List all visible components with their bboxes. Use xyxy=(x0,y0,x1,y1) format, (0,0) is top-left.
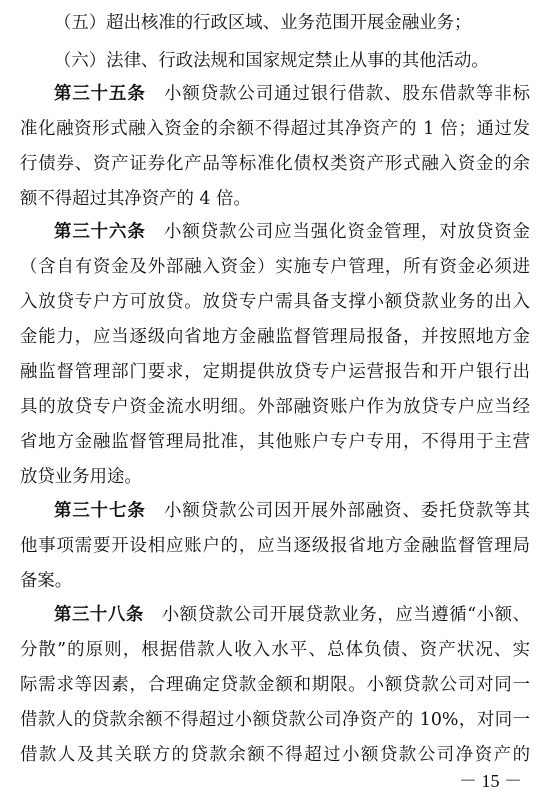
article-text: 备案。 xyxy=(20,571,73,591)
article-text: 他事项需要开设相应账户的，应当逐级报省地方金融监督管理局 xyxy=(20,536,530,556)
article-38-line-3 xyxy=(20,666,530,704)
article-38-line-1 xyxy=(20,596,530,634)
clause-item-5 xyxy=(20,4,530,42)
article-text: 具的放贷专户资金流水明细。外部融资账户作为放贷专户应当经 xyxy=(20,397,530,417)
clause-text: （六）法律、行政法规和国家规定禁止从事的其他活动。 xyxy=(54,51,489,71)
page-number: － 15 － xyxy=(459,771,522,791)
article-35-line-2 xyxy=(20,110,530,148)
article-36-line-5 xyxy=(20,353,530,391)
article-text: 融监督管理部门要求，定期提供放贷专户运营报告和开户银行出 xyxy=(20,362,530,382)
article-text: 入放贷专户方可放贷。放贷专户需具备支撑小额贷款业务的出入 xyxy=(20,292,530,312)
article-text: 省地方金融监督管理局批准，其他账户专户专用，不得用于主营 xyxy=(20,432,530,452)
article-35-line-3 xyxy=(20,145,530,183)
article-38-line-2 xyxy=(20,631,530,669)
article-number: 第三十七条 xyxy=(54,501,146,521)
article-text: 分散”的原则，根据借款人收入水平、总体负债、资产状况、实 xyxy=(20,640,530,660)
article-37-line-2 xyxy=(20,527,530,565)
article-text: （含自有资金及外部融入资金）实施专户管理，所有资金必须进 xyxy=(20,257,530,277)
article-text: 准化融资形式融入资金的余额不得超过其净资产的 1 倍；通过发 xyxy=(20,119,530,139)
article-37-line-1 xyxy=(20,492,530,530)
article-text: 小额贷款公司通过银行借款、股东借款等非标 xyxy=(163,84,530,104)
article-36-line-4 xyxy=(20,318,530,356)
article-text: 金能力，应当逐级向省地方金融监督管理局报备，并按照地方金 xyxy=(20,327,530,347)
article-text: 小额贷款公司因开展外部融资、委托贷款等其 xyxy=(163,501,530,521)
article-36-line-6 xyxy=(20,388,530,426)
article-36-line-7 xyxy=(20,423,530,461)
article-text: 小额贷款公司应当强化资金管理，对放贷资金 xyxy=(163,222,530,242)
article-38-line-4 xyxy=(20,701,530,739)
article-text: 放贷业务用途。 xyxy=(20,467,142,487)
article-35-line-1 xyxy=(20,75,530,113)
article-text: 行债券、资产证券化产品等标准化债权类资产形式融入资金的余 xyxy=(20,154,530,174)
clause-text: （五）超出核准的行政区域、业务范围开展金融业务； xyxy=(54,13,472,33)
article-text: 额不得超过其净资产的 4 倍。 xyxy=(20,189,251,209)
article-36-line-2 xyxy=(20,248,530,286)
article-38-line-5 xyxy=(20,736,530,774)
article-text: 借款人及其关联方的贷款余额不得超过小额贷款公司净资产的 xyxy=(20,745,530,765)
article-37-line-3 xyxy=(20,562,530,600)
article-number: 第三十六条 xyxy=(54,222,146,242)
article-36-line-1 xyxy=(20,213,530,251)
article-number: 第三十五条 xyxy=(54,84,146,104)
article-text: 借款人的贷款余额不得超过小额贷款公司净资产的 10%，对同一 xyxy=(20,710,530,730)
article-text: 际需求等因素，合理确定贷款金额和期限。小额贷款公司对同一 xyxy=(20,675,530,695)
article-text: 小额贷款公司开展贷款业务，应当遵循“小额、 xyxy=(161,605,530,625)
article-36-line-3 xyxy=(20,283,530,321)
article-36-line-8 xyxy=(20,458,530,496)
article-number: 第三十八条 xyxy=(54,605,144,625)
